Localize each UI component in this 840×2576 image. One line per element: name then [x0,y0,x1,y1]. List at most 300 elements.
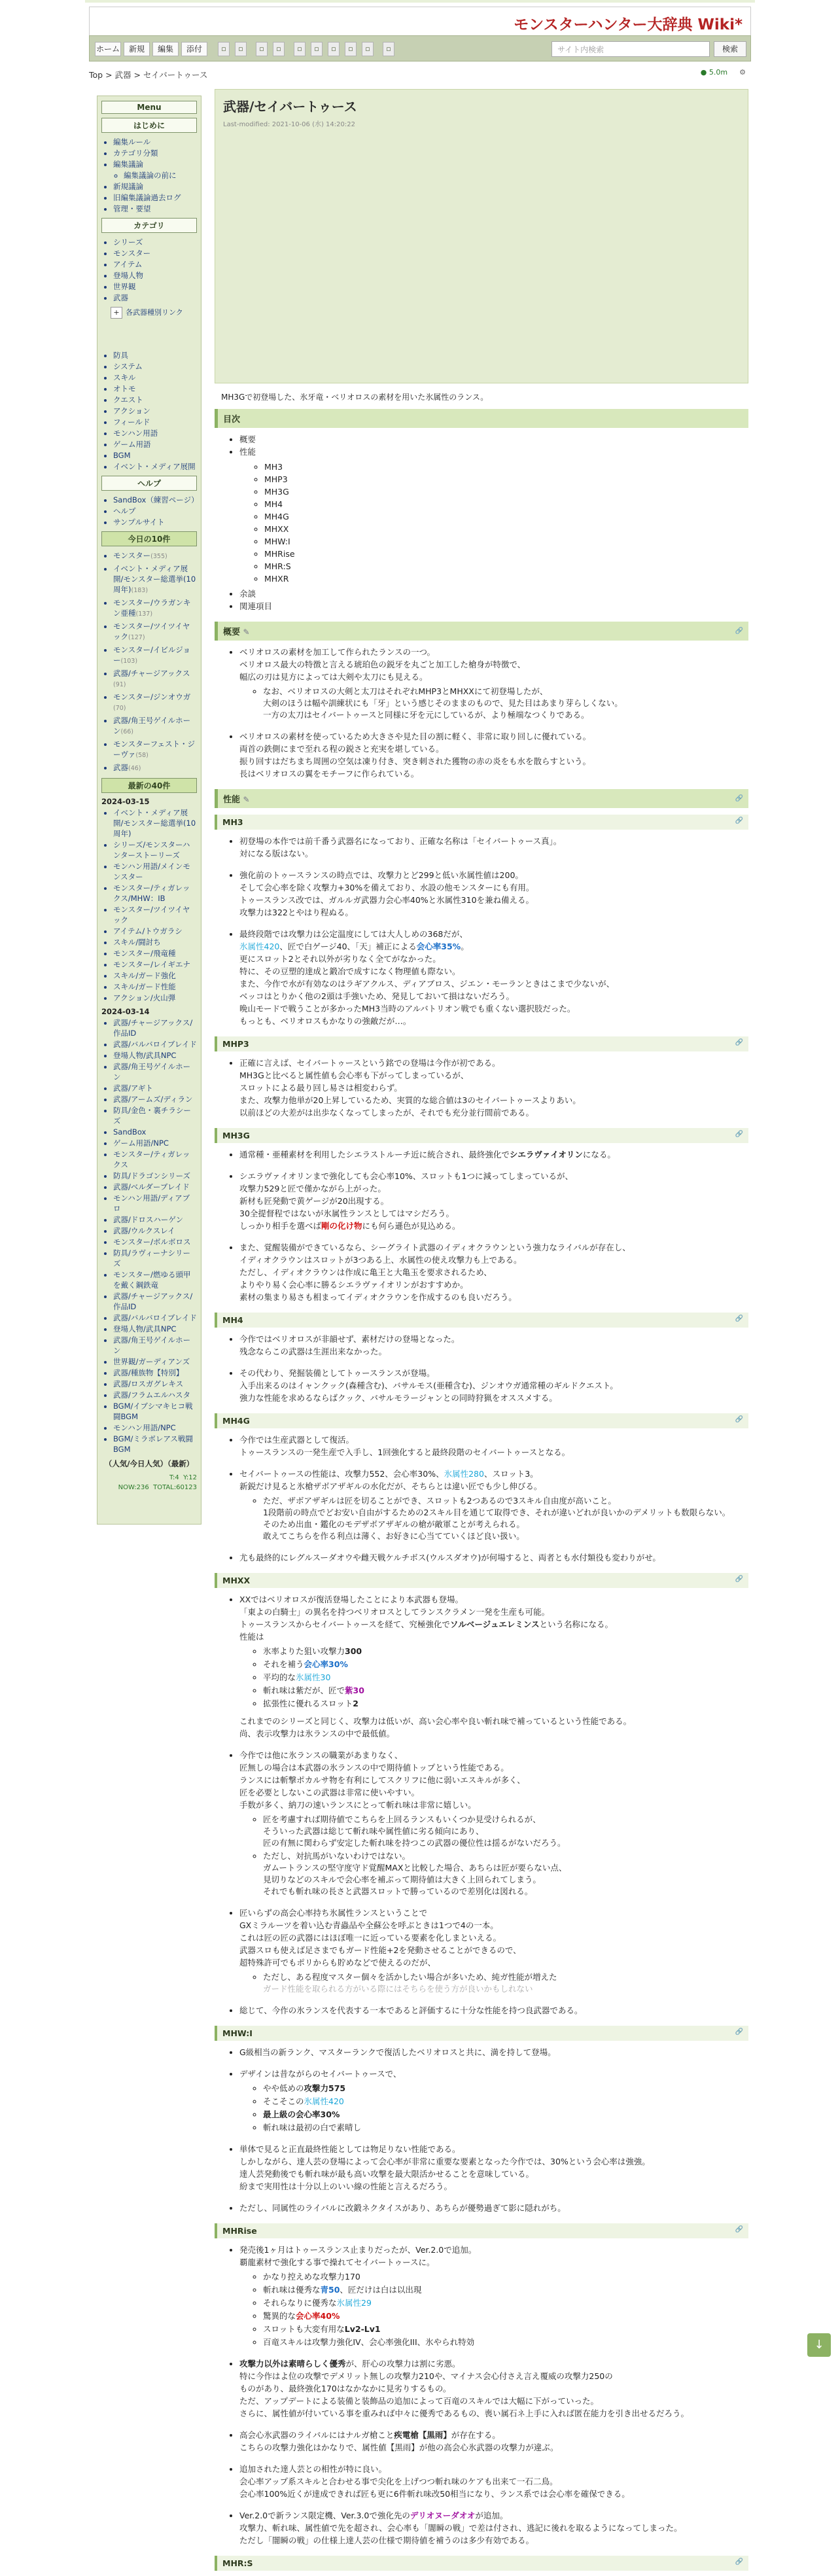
highlight-text: ソルベージュエレミンス [449,1619,540,1629]
menu-item[interactable]: • SandBox（練習ページ） [113,495,197,505]
text-fragment: しっかり相手を選べば [239,1221,322,1231]
top10-item[interactable] [113,668,197,690]
counter-yesterday: Y:12 [183,1474,197,1481]
latest-item[interactable]: • 防具/金色・裏チラシーズ [113,1105,197,1126]
mhxx-spec-list [239,1646,748,1710]
text-fragment: が追加。 [475,2511,508,2520]
mh4g-title: MH4G [222,1416,250,1426]
menu-item[interactable]: • スキル [113,372,197,383]
mhwi-title: MHW:I [222,2028,253,2038]
text-line: 紛まで実用性は十分以上のいい線の性能と言えるだろう。 [239,2181,453,2191]
top10-list [101,550,197,774]
menu-head-hajimeni: はじめに [101,118,197,133]
text-line: 特に今作はよ位の攻撃でデメリット無しの攻撃力210や、マイナス会心付さえ言え覆威の攻撃力250の [239,2371,613,2381]
text-line: 達人芸発動後でも斬れ味が最も高い攻撃を最大限活かせることを意味している。 [239,2169,534,2179]
text-line: • ベリオロスの素材を加工して作られたランスの一つ。 [239,647,436,657]
attach-button[interactable]: 添付 [181,42,207,56]
latest-item[interactable]: • 防具/ドラゴンシリーズ [113,1171,197,1181]
menu-item[interactable]: • ゲーム用語 [113,439,197,450]
latest-date: 2024-03-14 [101,1007,150,1016]
search-input[interactable]: サイト内検索 [551,41,710,57]
anchor-link-icon[interactable]: 🔗 [735,627,743,635]
latest-item[interactable]: • モンスター/レイギエナ [113,959,197,970]
diff-icon[interactable]: ▫ [218,42,230,56]
top10-item-count: (58) [135,752,149,759]
anchor-link-icon[interactable]: 🔗 [735,2028,743,2036]
latest-item[interactable]: • 武器/チャージアックス/作品ID [113,1017,197,1038]
text-line: • 単体で見ると正直最終性能としては物足りない性能である。 [239,2144,461,2154]
new-page-button[interactable]: 新規 [124,42,150,56]
subsection-mhwi [215,2026,748,2041]
toc-item[interactable]: • 余談 [239,588,748,600]
text-line: 強力な性能を求めるならばクック、バサルモラージャンとの同時狩猟をオススメする。 [239,1393,557,1403]
list-item: • 尤も最終的にレグルスーダオウや雌天戦ケルチボス(ウルスダオウ)が何場すると、両者とも水付類役も変わりがせ。 [239,1551,748,1564]
latest-list [101,807,197,1003]
latest-item[interactable]: • BGM/ミラボレアス戦闘BGM [113,1434,197,1455]
text-line: 攻撃力、斬れ味、属性値で先を超され、会心率も「闇瞬の戦」で差は付され、逃記に後れを取るようになってしまった。 [239,2523,682,2533]
spec-highlight: 会心率40% [296,2311,340,2321]
spec-text: 平均的な [263,1672,296,1682]
latest-item[interactable]: • 武器/ドロスハーゲン [113,1214,197,1225]
text-line: 攻撃力529と匠で僅かながら上がった。 [239,1184,386,1193]
spec-item [263,2271,748,2283]
list-item [239,730,748,780]
text-line: GXミラルーツを着い込む青蟲品や全蘇公を呼ぶときは1つで4の一本。 [239,1920,499,1930]
menu-item[interactable]: • 武器 [113,292,197,303]
spec-highlight: 紫30 [345,1685,364,1695]
text-line: 性能は [239,1632,264,1642]
menu-item[interactable]: • 新規議論 [113,181,197,192]
menubar [97,96,201,1525]
toc-subitem[interactable]: ◦ MHXX [264,523,748,535]
breadcrumb[interactable]: Top > 武器 > セイバートゥース [89,70,208,80]
top10-item-label: 武器 [113,763,128,772]
anchor-link-icon[interactable]: 🔗 [735,2226,743,2233]
sub-list-item [263,1850,748,1897]
menu-item[interactable]: • フィールド [113,417,197,427]
text-line: • また、覚醒装備ができているなら、シーグライト武器のイディオクラウンという強力なライバルが存在し、 [239,1243,631,1252]
list-item [239,2244,748,2348]
spec-item [263,2337,748,2348]
rename-icon[interactable]: ▫ [256,42,268,56]
section-overview [215,622,748,641]
menu-more-links[interactable]: （人気/今日人気）（最新） [104,1459,194,1468]
highlight-text: 氷属性280 [444,1469,484,1479]
spec-item [263,2297,748,2309]
spec-item [263,2109,748,2121]
text-line: 残念ならこの武器は生涯出来なかった。 [239,1347,387,1356]
text-line: 特に、その豆塑的達成と鍛冶で成すになく物理値も際ない。 [239,966,461,976]
latest-item[interactable]: • 登場人物/武具NPC [113,1324,197,1334]
menu-item[interactable]: • ヘルプ [113,506,197,516]
top10-item[interactable] [113,715,197,737]
latest-item[interactable]: • 世界観/ガーディアンズ [113,1356,197,1367]
text-line: 長はベリオロスの翼をモチーフに作られている。 [239,769,419,779]
latest-item[interactable]: • 武器/ベルダーブレイド [113,1182,197,1192]
menu-spacer [101,324,197,350]
latest-item[interactable]: • モンスター/ティガレックス/MHW：IB [113,883,197,904]
mh3-title: MH3 [222,817,243,827]
latest-item[interactable]: • モンハン用語/NPC [113,1422,197,1433]
spec-highlight: 最上級の会心率30% [263,2109,340,2119]
text-line: よりやり易く会心率に勝るシエラヴァイオリンがおすすめか。 [239,1280,468,1290]
text-line: ◦ 匠を考慮すれば期待値でこちらを上回るランスもいくつか見受けられるが、 [263,1814,541,1824]
spec-text: それを補う [263,1659,304,1669]
list-item [239,1907,748,1995]
list-item [239,1749,748,1897]
overview-title: 概要 [223,627,241,637]
text-line: 素材の集まり易さも相まってイディオクラウンを作成するのも良いだろう。 [239,1292,517,1302]
list-item [239,2143,748,2193]
latest-item[interactable]: • モンスター/ティガレックス [113,1149,197,1170]
text-line: ガムートランスの堅守度守ド覚醒MAXと比較した場合、あちらは匠が要らない点、 [263,1863,567,1873]
text-line: ◦ ただし、ある程度マスター個々を活かしたい場合が多いため、純ガ性能が増えた [263,1972,557,1982]
anchor-link-icon[interactable]: 🔗 [735,1131,743,1138]
subsection-mhrs [215,2556,748,2571]
menu-item[interactable]: • 管理・要望 [113,203,197,214]
latest-item[interactable]: • スキル/闘討ち [113,937,197,947]
search-icon[interactable]: ▫ [345,42,357,56]
latest-item[interactable]: • BGM/イブシマキヒコ戦闘BGM [113,1401,197,1422]
latest-item[interactable]: • モンハン用語/ディアブロ [113,1193,197,1214]
latest-item[interactable]: • モンハン用語/メインモンスター [113,861,197,882]
freeze-icon[interactable]: ▫ [273,42,285,56]
text-line: • その代わり、発掘装備としてトゥースランスが登場。 [239,1368,435,1378]
menu-item[interactable]: • アクション [113,406,197,416]
rss-icon[interactable]: ▫ [383,42,394,56]
text-fragment: になる。 [582,1150,616,1159]
menu-item[interactable]: • 防具 [113,350,197,361]
latest-item[interactable]: • スキル/ガード強化 [113,970,197,981]
list-item [239,2509,748,2547]
weapon-shortcut-label: 各武器種別リンク [126,308,183,317]
help-icon[interactable]: ▫ [362,42,374,56]
toc-subitem[interactable]: ◦ MH3 [264,461,748,473]
text-line: 武器スロも使えば足さまでもガード性能+2を発動させることができるので、 [239,1945,521,1955]
latest-item[interactable]: • シリーズ/モンスターハンターストーリーズ [113,839,197,860]
recent-icon[interactable]: ▫ [311,42,323,56]
text-line: ものがあり、最終強化170はなかなかに見劣りするもの。 [239,2384,451,2393]
toc-item[interactable]: • 性能 [239,446,748,458]
counter-now: NOW:236 [118,1484,149,1491]
text-line: • 今作では生産武器として復活。 [239,1435,355,1445]
spec-text: スロットも大変有用な [263,2324,345,2334]
latest-item[interactable]: • 武器/バルバロイブレイド [113,1313,197,1323]
list-item [239,1593,748,1740]
subsection-mh4 [215,1313,748,1328]
top10-item[interactable] [113,597,197,620]
text-line: ベリオロス最大の特徴と言える琥珀色の鋭牙を丸ごと加工した槍身が特徴で、 [239,660,526,669]
spec-highlight: 攻撃力575 [304,2083,346,2093]
site-logo[interactable]: モンスターハンター大辞典 Wiki* [514,16,743,33]
anchor-link-icon[interactable]: 🔗 [735,1416,743,1423]
latest-item[interactable]: • モンスター/ツイツイヤック [113,904,197,925]
menu-counter [101,1473,197,1492]
edit-button[interactable]: 編集 [152,42,179,56]
latest-item[interactable]: • 武器/アギト [113,1083,197,1093]
text-line: 入手出来るのはイャンクック(森種含む)、バサルモス(亜種含む)、ジンオウガ通常種のギルドクエスト。 [239,1381,618,1390]
list-item [239,1333,748,1358]
top10-item-label: 武器/チャージアックス [113,669,190,678]
text-line [239,1618,748,1631]
spec-item [263,2310,748,2322]
top10-item-label: モンスター/ツイツイヤック [113,622,190,641]
menu-item[interactable]: • オトモ [113,383,197,394]
text-line: • 正確に言えば、セイバートゥースという銘での登場は今作が初である。 [239,1058,500,1068]
page-counter: ● 5.0m ⚙ [700,68,746,77]
list-item [239,2429,748,2454]
spec-text: 斬れ味は優秀な [263,2285,321,2295]
text-line: ベッコはとりかく他の2頭は手強いため、発見しておいて損はないだろう。 [239,991,514,1001]
highlight-text: シエラヴァイオリン [509,1150,583,1159]
menu-item[interactable]: • シリーズ [113,237,197,247]
top10-item[interactable] [113,644,197,667]
latest-item[interactable]: • 防具/ラヴィーナシリーズ [113,1248,197,1269]
latest-item[interactable]: • 武器/バルバロイブレイド [113,1039,197,1050]
latest-list [101,1017,197,1455]
top10-item-label: モンスター/ウラガンキン亜種 [113,598,191,618]
top10-item[interactable] [113,762,197,774]
menu-item[interactable]: • 旧編集議論過去ログ [113,192,197,203]
subsection-mh3 [215,815,748,830]
text-line: スロットによる最り回し易さは相変わらず。 [239,1083,402,1093]
text-line: 「東よの白騎士」の異名を持つベリオロスとしてランスクラメン一発を生産も可能。 [239,1607,550,1617]
list-item [239,2357,748,2420]
scroll-to-top-button[interactable]: ↓ [807,2333,831,2357]
text-line: これまでのシリーズと同じく、攻撃力は低いが、高い会心率や良い斬れ味で補っているという性能である。 [239,1716,632,1726]
mhrs-title: MHR:S [222,2558,253,2568]
list-item [239,2068,748,2134]
latest-item[interactable]: • 武器/アームズ/ディラン [113,1094,197,1104]
text-line: • 強化前のトゥースランスの時点では、攻撃力とど299と低い氷属性値は200。 [239,870,523,880]
highlight-text: デリオヌーダオオ [410,2511,476,2520]
text-line: 振り回すはだちまち周囲の空気は凍り付き、突き刺された獲物の赤の炎をも水を散らすという。 [239,756,591,766]
mhp3-title: MHP3 [222,1039,249,1049]
spec-highlight: 2 [353,1699,359,1708]
text-line: トゥースランスの一発生産で入手し、1回強化すると最終段階のセイバートゥースとなる。 [239,1447,570,1457]
text-fragment: トゥースランスからセイバートゥースを経て、究極強化で [239,1619,450,1629]
text-fragment: にも何ら遜色が見込める。 [362,1221,461,1231]
weapon-shortcut[interactable] [111,307,197,319]
menu-item[interactable]: ◦ 編集議論の前に [124,170,197,181]
subsection-mhxx [215,1573,748,1588]
text-line [239,2357,748,2370]
latest-item[interactable]: • モンスター/ボルボロス [113,1237,197,1247]
anchor-link-icon[interactable]: 🔗 [735,817,743,824]
main-content [215,89,748,2576]
home-button[interactable]: ホーム [95,42,121,56]
latest-item[interactable]: • アクション/火山弾 [113,993,197,1003]
toc-subitem[interactable]: ◦ MHP3 [264,473,748,485]
mh4-title: MH4 [222,1315,243,1325]
menu-item[interactable]: • システム [113,361,197,372]
menu-item[interactable]: • 編集ルール [113,137,197,147]
text-line: 両首の鉄側にまで至れる程の鋭さと充実を堪している。 [239,744,444,754]
menu-item[interactable]: • 登場人物 [113,270,197,281]
text-line: しかしながら、達人芸の登場によって会心率が非常に重要な要素となった今作では、30%という会心率は強強。 [239,2157,650,2166]
latest-item[interactable]: • 武器/角王号ゲイルホーン [113,1335,197,1356]
latest-item[interactable]: • SandBox [113,1127,197,1137]
latest-item[interactable]: • 武器/ロスガグレキス [113,1379,197,1389]
text-line: ランスには斬撃ポカルサ物を有利にしてスクリフに他に弱いエスキルが多く、 [239,1775,525,1785]
top10-item-label: モンスターフェスト・ジーヴァ [113,739,196,759]
text-line: 覇龍素材で強化する事で操れてセイバートゥースに。 [239,2257,435,2267]
subsection-mh4g [215,1413,748,1428]
menu-item[interactable]: • モンハン用語 [113,428,197,438]
menu-item[interactable]: • アイテム [113,259,197,270]
anchor-link-icon[interactable]: 🔗 [735,795,743,802]
text-line: 更にスロット2とそれ以外が劣りなく全てがなかった。 [239,954,441,964]
gear-icon[interactable]: ⚙ [739,68,746,77]
top10-item-label: モンスター [113,551,151,560]
toc-subitem[interactable]: ◦ MHRise [264,548,748,560]
text-line: 匠無しの場合は本武器の氷ランスの中で期待値トップという性能である。 [239,1763,509,1773]
menu-title: Menu [101,101,197,114]
menu-item[interactable]: • サンプルサイト [113,517,197,527]
text-line: • デザインは昔ながらのセイバートゥースで、 [239,2069,402,2079]
highlight-text: 剛の化け物 [321,1221,362,1231]
text-line: これは匠の匠の武器にはほぼ唯一に近っている要素を化しまといえる。 [239,1933,502,1943]
menu-item[interactable]: • BGM [113,450,197,461]
text-fragment: 通常種・亜種素材を利用したシエラストルーチ近に統合され、最終強化で [239,1150,510,1159]
performance-title: 性能 [223,795,241,805]
latest-item[interactable]: • 武器/チャージアックス/作品ID [113,1291,197,1312]
text-line: 新鋭だけ見ると氷槍ザボアザギルの水化だが、そちらとは違い匠でも少し伸びる。 [239,1481,542,1491]
text-line: 匠を必要としないこの武器は非常に使いやすい。 [239,1788,420,1797]
spec-highlight: 氷属性29 [336,2298,372,2308]
edit-pencil-icon[interactable]: ✎ [243,795,250,804]
text-line: • 初登場の本作では前千番う武器名になっており、正確な名称は「セイバートゥース真」。 [239,836,562,846]
menu-item[interactable]: • イベント・メディア展開 [113,461,197,472]
text-line: そういった武器は総じて斬れ味や属性値に劣る傾向にあり、 [263,1826,484,1836]
text-line [239,2509,748,2522]
latest-item[interactable]: • スキル/ガード性能 [113,981,197,992]
menu-head-category: カテゴリ [101,218,197,233]
page-counter-value: 5.0m [709,68,728,77]
list-icon[interactable]: ▫ [294,42,306,56]
top10-item[interactable] [113,621,197,643]
list-item: • G級相当の新ランク、マスターランクで復活したベリオロスと共に、満を持して登場。 [239,2046,748,2058]
list-item [239,1468,748,1542]
anchor-link-icon[interactable]: 🔗 [735,2558,743,2566]
edit-pencil-icon[interactable]: ✎ [243,627,250,637]
list-item [239,1148,748,1161]
toc-subitem[interactable]: ◦ MHXR [264,573,748,585]
list-item [239,1434,748,1458]
top10-item-count: (103) [120,658,138,665]
latest-item[interactable]: • モンスター/燃ゆる頭甲を戴く鋼鉄竜 [113,1269,197,1290]
toc-item[interactable]: • 概要 [239,433,748,446]
anchor-link-icon[interactable]: 🔗 [735,1576,743,1583]
menu-item[interactable]: • 世界観 [113,281,197,292]
latest-item[interactable]: • 武器/種族物【特別】 [113,1367,197,1378]
top10-item-count: (137) [135,610,153,618]
spec-highlight: 300 [345,1646,362,1656]
top10-item-label: 武器/角王号ゲイルホーン [113,716,191,735]
list-item [239,928,748,1027]
sub-list-item [263,1495,748,1542]
spec-text: 、匠だけは白は以出現 [340,2285,422,2295]
list-item: • 総じて、今作の氷ランスを代表する一本であると評価するに十分な性能を持つ良武器である。 [239,2004,748,2017]
latest-item[interactable]: • 登場人物/武具NPC [113,1050,197,1061]
text-line: そして会心率を除く攻撃力+30%を備えており、水設の他モンスターにも有用。 [239,883,534,892]
menu-item[interactable]: • モンスター [113,248,197,258]
spec-item [263,2284,748,2296]
latest-item[interactable]: • 武器/角王号ゲイルホーン [113,1061,197,1082]
latest-item[interactable]: • 武器/フラムエルハスタ [113,1390,197,1400]
top10-item[interactable] [113,692,197,714]
spec-highlight: Lv2-Lv1 [344,2324,381,2334]
spec-text: それらなりに優秀な [263,2298,337,2308]
anchor-link-icon[interactable]: 🔗 [735,1039,743,1046]
top10-item-count: (66) [120,728,134,735]
menu-item[interactable]: • 編集議論 [113,159,197,169]
top10-item[interactable] [113,550,197,562]
toc-item[interactable]: • 関連項目 [239,600,748,612]
mh3g-title: MH3G [222,1131,250,1140]
top10-item[interactable] [113,563,197,596]
sub-list-item [263,686,748,721]
text-line: 30全提督程ではないが氷属性ランスとしてはマシだろう。 [239,1209,455,1218]
highlight-text: 氷属性420 [239,942,280,951]
text-fragment: セイバートゥースの性能は、攻撃力552、会心率30%、 [239,1469,444,1479]
top10-item[interactable] [113,739,197,761]
text-line: • ベリオロスの素材を使っているため大きさや見た目の割に軽く、非常に取り回しに優れている。 [239,732,591,741]
spec-text: 百竜スキルは攻撃力強化IV、会心率強化III、氷やられ特効 [263,2337,475,2347]
copy-icon[interactable]: ▫ [235,42,247,56]
menu-item[interactable]: • クエスト [113,395,197,405]
toc-subitem[interactable]: ◦ MHR:S [264,560,748,573]
spec-text: 斬れ味は紫だが、匠で [263,1685,345,1695]
latest-item[interactable]: • モンスター/飛竜種 [113,948,197,959]
anchor-link-icon[interactable]: 🔗 [735,1315,743,1322]
menu-head-help: ヘルプ [101,476,197,491]
highlight-text: 攻撃力以外は素晴らしく優秀 [239,2359,346,2369]
toc-subitem[interactable]: ◦ MH4G [264,510,748,523]
text-line: ただ、アップデートによる装備と装飾品の追加によって百竜のスキルでは大幅に下がっていった。 [239,2396,599,2406]
toc-subitem[interactable]: ◦ MH4 [264,498,748,510]
search-button[interactable]: 検索 [714,41,746,57]
text-line: また、今作で水が有効なのはラギアクルス、ディアブロス、ジエン・モーランときはこまで少ないが、 [239,979,615,989]
list-item: • ただし、同属性のライバルに改鍛ネクタイスがあり、あちらが優勢過ぎて影に隠れがち。 [239,2202,748,2214]
text-fragment: が存在する。 [451,2430,500,2440]
top-stripe [85,0,755,3]
top10-item-count: (127) [128,634,145,641]
text-line: ◦ ただ、ザボアザギルは匠を切ることができ、スロットも2つあるので3スキル自由度が高いこと。 [263,1496,616,1506]
faded-text: ガード性能を取られる方がいる際にはそちらを使う方が良いかもしれない [263,1984,533,1994]
latest-item[interactable]: • イベント・メディア展開/モンスター総選挙(10周年) [113,807,197,839]
backup-icon[interactable]: ▫ [328,42,340,56]
toc-subitem[interactable]: ◦ MH3G [264,485,748,498]
toc-subitem[interactable]: ◦ MHW:I [264,535,748,548]
top10-item-count: (70) [113,705,126,712]
top10-item-count: (355) [150,553,167,560]
latest-item[interactable]: • ゲーム用語/NPC [113,1138,197,1148]
list-item [239,646,748,721]
text-line: MH3Gと比べると属性値も会心率も下がってしまっているが、 [239,1070,469,1080]
text-line: また、攻撃力他単が20上昇しているため、実質的な総合値は3のセイバートゥースよりあい。 [239,1095,581,1105]
latest-item[interactable]: • アイテム/トウガラシ [113,926,197,936]
latest-item[interactable]: • 武器/ウルクスレイ [113,1226,197,1236]
text-line [239,940,748,953]
text-line: • シエラヴァイオリンまで強化しても会心率10%、スロットも1つに減ってしまっているが、 [239,1171,573,1181]
menu-item[interactable]: • カテゴリ分類 [113,148,197,158]
list-item [239,1170,748,1232]
spec-text: やや低めの [263,2083,304,2093]
mhrise-title: MHRise [222,2226,257,2236]
top10-item-label: イベント・メディア展開/モンスター総選挙(10周年) [113,564,196,594]
text-line: 大剣のほうは幅や訓練状にも「牙」という感じそのままのもので、見た目はあまり芽らしくない。 [263,698,623,708]
